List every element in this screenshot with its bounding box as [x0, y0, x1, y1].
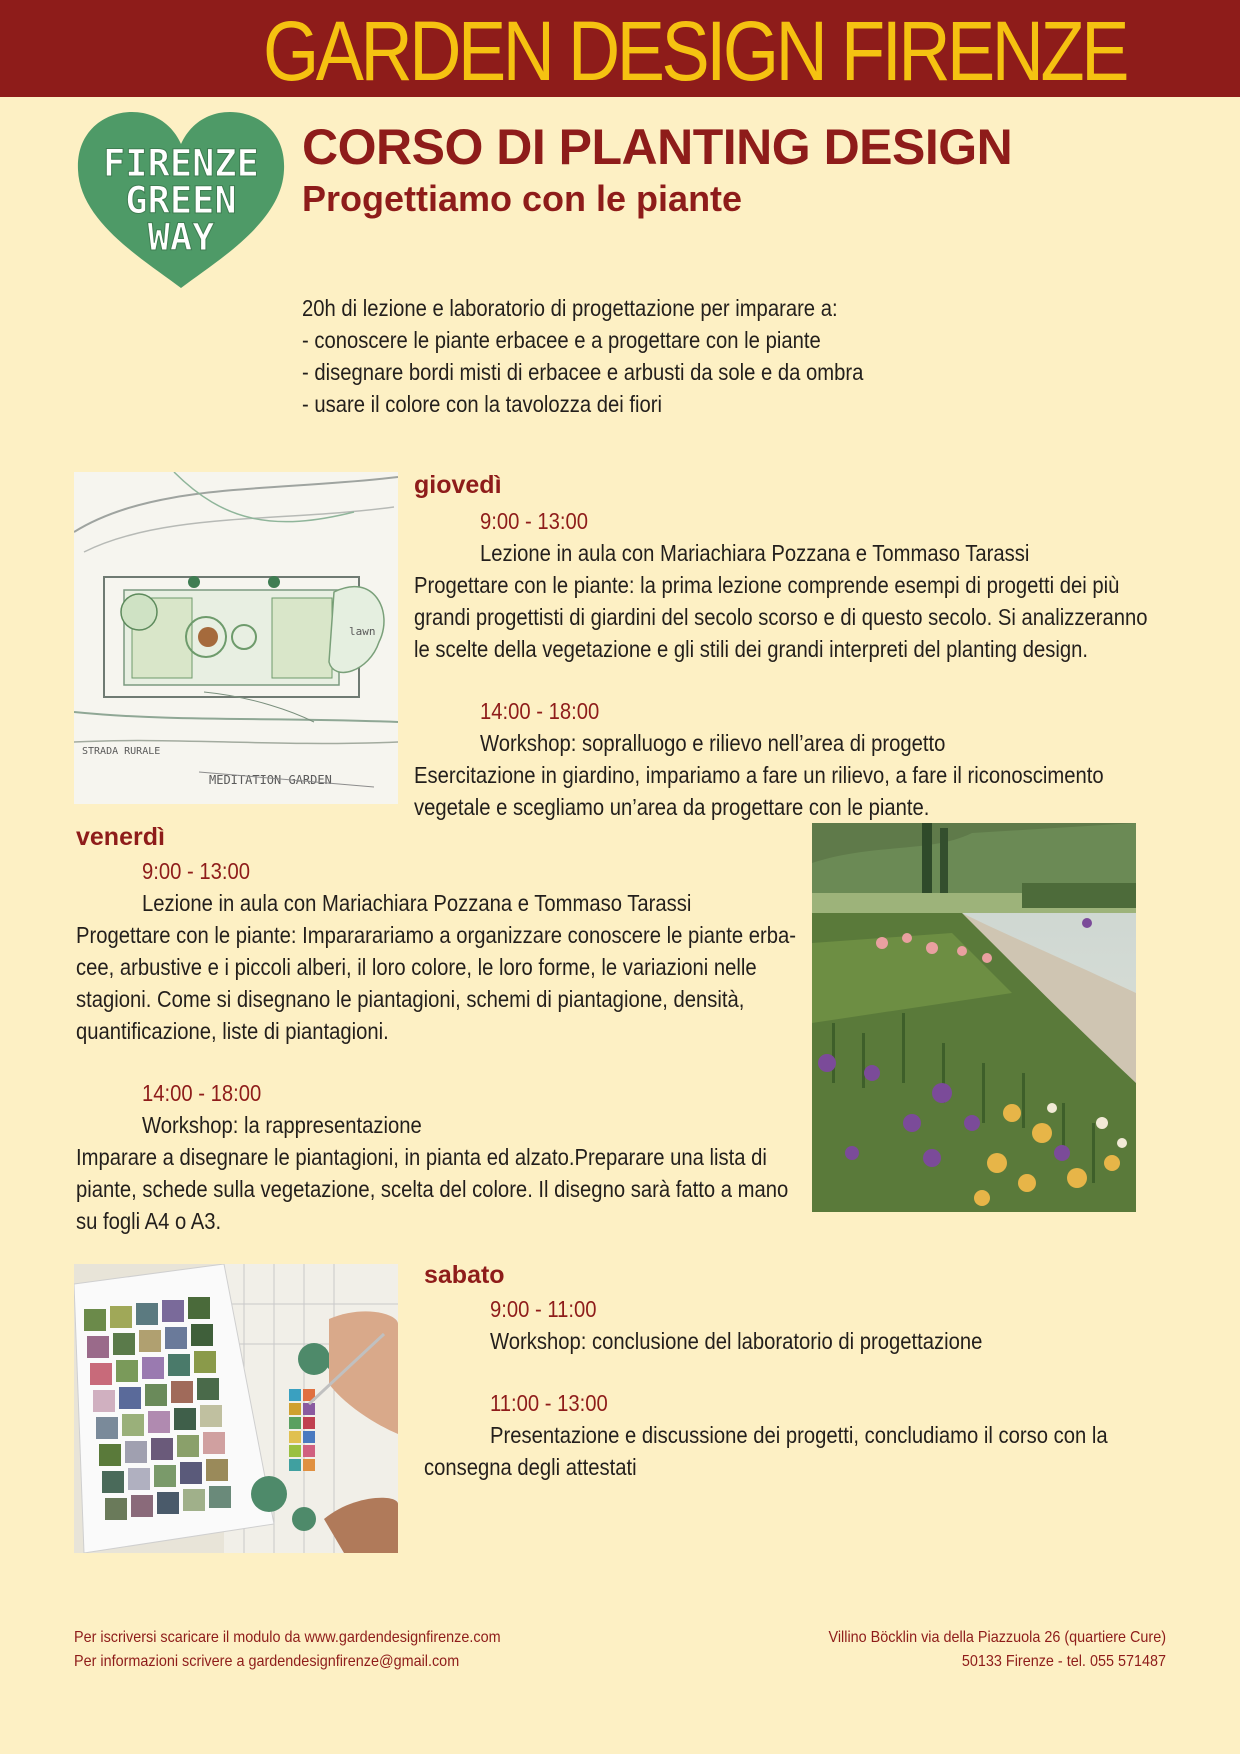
sketch-label-lawn: lawn	[349, 625, 376, 638]
footer-info-line: Per informazioni scrivere a gardendesignfirenze@gmail.com	[74, 1653, 460, 1670]
footer-signup-line: Per iscriversi scaricare il modulo da www.gardendesignfirenze.com	[74, 1629, 501, 1646]
header-banner	[0, 0, 1240, 97]
schedule-giovedi	[414, 469, 1240, 823]
desc-line: cee, arbustive e i piccoli alberi, il loro colore, le loro forme, le variazioni nelle	[76, 954, 757, 980]
session-title-venerdi-afternoon: Workshop: la rappresentazione	[142, 1112, 422, 1138]
desc-line: Imparare a disegnare le piantagioni, in pianta ed alzato.Preparare una lista di	[76, 1144, 767, 1170]
footer-address	[791, 1626, 1166, 1674]
footer-address-line: Villino Böcklin via della Piazzuola 26 (quartiere Cure)	[828, 1629, 1166, 1646]
desc-line: stagioni. Come si disegnano le piantagioni, schemi di piantagione, densità,	[76, 986, 745, 1012]
session-title-sabato-morning: Workshop: conclusione del laboratorio di progettazione	[490, 1328, 983, 1354]
day-title-venerdi: venerdì	[76, 823, 165, 851]
intro-line: - conoscere le piante erbacee e a progettare con le piante	[302, 327, 821, 353]
desc-line: quantificazione, liste di piantagioni.	[76, 1018, 389, 1044]
time-giovedi-afternoon: 14:00 - 18:00	[480, 698, 600, 724]
banner-title: GARDEN DESIGN FIRENZE	[263, 4, 1126, 98]
sketch-label-strada: STRADA RURALE	[82, 746, 161, 757]
day-title-sabato: sabato	[424, 1261, 505, 1289]
logo-text-firenze: FIRENZE	[103, 142, 259, 185]
desc-line: le scelte della vegetazione e gli stili dei grandi interpreti del planting design.	[414, 636, 1088, 662]
time-giovedi-morning: 9:00 - 13:00	[480, 508, 589, 534]
desc-line: Progettare con le piante: la prima lezione comprende esempi di progetti dei più	[414, 572, 1120, 598]
garden-photo-image	[812, 823, 1136, 1212]
logo-text-green: GREEN	[125, 179, 237, 222]
schedule-venerdi	[76, 821, 894, 1237]
desc-line: grandi progettisti di giardini del secolo scorso e di questo secolo. Si analizzeranno	[414, 604, 1148, 630]
time-venerdi-morning: 9:00 - 13:00	[142, 858, 251, 884]
course-subtitle: Progettiamo con le piante	[302, 178, 743, 219]
intro-text	[302, 292, 1102, 420]
sketch-label-meditation: MEDITATION GARDEN	[209, 773, 332, 787]
intro-line: 20h di lezione e laboratorio di progettazione per imparare a:	[302, 295, 838, 321]
session-title-giovedi-morning: Lezione in aula con Mariachiara Pozzana e Tommaso Tarassi	[480, 540, 1030, 566]
intro-line: - usare il colore con la tavolozza dei fiori	[302, 391, 663, 417]
desc-line: Progettare con le piante: Impararariamo a organizzare conoscere le piante erba-	[76, 922, 797, 948]
course-title: CORSO DI PLANTING DESIGN	[302, 119, 1013, 175]
desc-line: piante, schede sulla vegetazione, scelta del colore. Il disegno sarà fatto a mano	[76, 1176, 789, 1202]
firenze-green-way-logo	[74, 110, 288, 290]
time-venerdi-afternoon: 14:00 - 18:00	[142, 1080, 262, 1106]
footer-phone-line: 50133 Firenze - tel. 055 571487	[961, 1653, 1166, 1670]
session-title-venerdi-morning: Lezione in aula con Mariachiara Pozzana e Tommaso Tarassi	[142, 890, 692, 916]
logo-text-way: WAY	[147, 216, 215, 259]
desc-line: vegetale e scegliamo un’area da progettare con le piante.	[414, 794, 930, 820]
time-sabato-morning: 9:00 - 11:00	[490, 1296, 597, 1322]
desc-line: Esercitazione in giardino, impariamo a fare un rilievo, a fare il riconoscimento	[414, 762, 1104, 788]
session-title-giovedi-afternoon: Workshop: sopralluogo e rilievo nell’area di progetto	[480, 730, 946, 756]
footer-contact	[74, 1626, 548, 1674]
desc-line: su fogli A4 o A3.	[76, 1208, 222, 1234]
planting-board-image	[74, 1264, 398, 1553]
intro-line: - disegnare bordi misti di erbacee e arbusti da sole e da ombra	[302, 359, 864, 385]
session-title-sabato-late: Presentazione e discussione dei progetti, concludiamo il corso con la	[490, 1422, 1108, 1448]
schedule-sabato	[424, 1259, 1201, 1483]
garden-sketch-image	[74, 472, 398, 804]
session-title-sabato-late-cont: consegna degli attestati	[424, 1454, 637, 1480]
day-title-giovedi: giovedì	[414, 471, 502, 499]
time-sabato-late: 11:00 - 13:00	[490, 1390, 608, 1416]
